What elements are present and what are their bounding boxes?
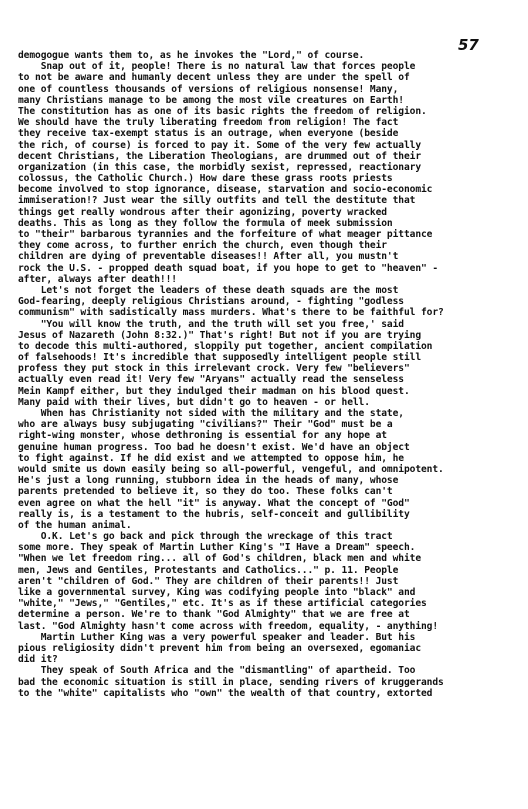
text-line: rock the U.S. - propped death squad boat, if you hope to get to "heaven" - — [18, 262, 439, 274]
text-line: "When we let freedom ring... all of God's children, black men and white — [18, 553, 421, 565]
text-line: really is, is a testament to the hubris, self-conceit and gullibility — [18, 508, 410, 520]
text-line: Let's not forget the leaders of these death squads are the most — [18, 284, 399, 296]
text-line: decent Christians, the Liberation Theologians, are drummed out of their — [18, 150, 421, 162]
text-line: of the human animal. — [18, 519, 132, 531]
text-line: things get really wondrous after their agonizing, poverty wracked — [18, 206, 387, 218]
text-line: immiseration!? Just wear the silly outfits and tell the destitute that — [18, 195, 416, 207]
text-line: actually even read it! Very few "Aryans" actually read the senseless — [18, 374, 404, 386]
text-line: like a governmental survey, King was codifying people into "black" and — [18, 587, 416, 598]
text-line: They speak of South Africa and the "dismantling" of apartheid. Too — [18, 665, 416, 677]
text-line: aren't "children of God." They are children of their parents!! Just — [18, 575, 399, 587]
text-line: When has Christianity not sided with the military and the state, — [18, 408, 404, 419]
text-line: Martin Luther King was a very powerful speaker and leader. But his — [18, 631, 416, 643]
text-line: to decode this multi-authored, sloppily put together, ancient compilation — [18, 340, 433, 352]
text-line: parents pretended to believe it, so they do too. These folks can't — [18, 486, 393, 498]
text-line: determine a person. We're to thank "God Almighty" that we are free at — [18, 609, 410, 621]
text-line: We should have the truly liberating freedom from religion! The fact — [18, 117, 399, 129]
text-line: to not be aware and humanly decent unless they are under the spell of — [18, 72, 410, 84]
page-body-text — [18, 50, 518, 699]
text-line: "You will know the truth, and the truth will set you free,' said — [18, 318, 404, 330]
text-line: deaths. This as long as they follow the formula of meek submission — [18, 217, 393, 229]
text-line: even agree on what the hell "it" is anyway. What the concept of "God" — [18, 497, 410, 509]
text-line: would smite us down easily being so all-powerful, vengeful, and omnipotent. — [18, 463, 444, 475]
text-line: they come across, to further enrich the church, even though their — [18, 240, 387, 252]
text-line: Snap out of it, people! There is no natural law that forces people — [18, 61, 416, 73]
text-line: bad the economic situation is still in place, sending rivers of kruggerands — [18, 676, 444, 688]
page-number: 57 — [458, 36, 479, 54]
text-line: colossus, the Catholic Church.) How dare these grass roots priests — [18, 173, 393, 185]
text-line: Mein Kampf either, but they indulged their madman on his blood quest. — [18, 385, 410, 397]
text-line: "white," "Jews," "Gentiles," etc. It's as if these artificial categories — [18, 598, 427, 610]
text-line: demogogue wants them to, as he invokes the "Lord," of course. — [18, 50, 365, 61]
text-line: God-fearing, deeply religious Christians around, - fighting "godless — [18, 296, 404, 308]
text-line: genuine human progress. Too bad he doesn't exist. We'd have an object — [18, 441, 410, 453]
text-line: last. "God Almighty hasn't come across with freedom, equality, - anything! — [18, 620, 439, 632]
text-line: The constitution has as one of its basic rights the freedom of religion. — [18, 105, 427, 117]
text-line: profess they put stock in this irrelevant crock. Very few "believers" — [18, 363, 410, 375]
text-line: O.K. Let's go back and pick through the wreckage of this tract — [18, 531, 393, 543]
text-line: men, Jews and Gentiles, Protestants and Catholics..." p. 11. People — [18, 564, 399, 576]
text-line: to the "white" capitalists who "own" the wealth of that country, extorted — [18, 687, 433, 699]
text-line: Jesus of Nazareth (John 8:32.)" That's right! But not if you are trying — [18, 329, 421, 341]
text-line: one of countless thousands of versions of religious nonsense! Many, — [18, 83, 399, 95]
text-line: right-wing monster, whose dethroning is essential for any hope at — [18, 430, 387, 442]
text-line: many Christians manage to be among the most vile creatures on Earth! — [18, 94, 404, 106]
text-line: to "their" barbarous tyrannies and the forfeiture of what meager pittance — [18, 229, 433, 240]
text-line: Many paid with their lives, but didn't go to heaven - or hell. — [18, 396, 370, 408]
text-line: who are always busy subjugating "civilians?" Their "God" must be a — [18, 419, 393, 431]
text-line: of falsehoods! It's incredible that supposedly intelligent people still — [18, 352, 421, 364]
text-line: pious religiosity didn't prevent him from being an oversexed, egomaniac — [18, 642, 421, 654]
text-line: after, always after death!!! — [18, 273, 177, 285]
text-line: communism" with sadistically mass murders. What's there to be faithful for? — [18, 307, 444, 319]
text-line: children are dying of preventable diseases!! After all, you mustn't — [18, 251, 399, 263]
text-line: organization (in this case, the morbidly sexist, repressed, reactionary — [18, 161, 421, 173]
text-line: to fight against. If he did exist and we attempted to oppose him, he — [18, 452, 404, 464]
text-line: they receive tax-exempt status is an outrage, when everyone (beside — [18, 128, 399, 140]
text-line: did it? — [18, 654, 58, 666]
text-line: the rich, of course) is forced to pay it. Some of the very few actually — [18, 139, 421, 151]
text-line: become involved to stop ignorance, disease, starvation and socio-economic — [18, 184, 433, 196]
text-line: He's just a long running, stubborn idea in the heads of many, whose — [18, 475, 399, 487]
text-line: some more. They speak of Martin Luther King's "I Have a Dream" speech. — [18, 542, 416, 554]
